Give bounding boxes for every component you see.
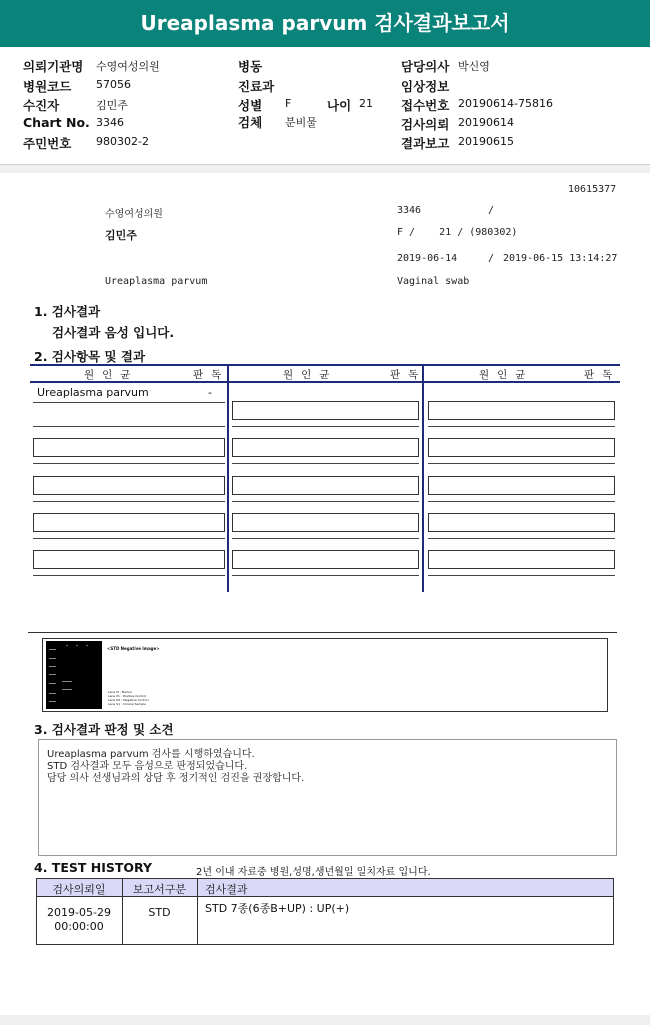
section4-title: 4. TEST HISTORY — [34, 860, 153, 875]
history-table — [36, 878, 614, 945]
result-row-rule — [232, 538, 419, 539]
institution-label: 의뢰기관명 — [23, 59, 84, 74]
specimen-label: 검체 — [238, 115, 263, 130]
history-row-result: STD 7종(6종B+UP) : UP(+) — [205, 902, 350, 915]
section2-title: 2. 검사항목 및 결과 — [34, 349, 146, 364]
dept-label: 진료과 — [238, 79, 275, 94]
report-code: 10615377 — [568, 184, 617, 195]
table-top-line — [30, 364, 620, 366]
gel-legend-item: Lane S1 : Clinical Sample — [108, 702, 146, 706]
result-row-rule — [33, 463, 225, 464]
result-row-rule — [428, 538, 615, 539]
result-cell — [232, 476, 419, 495]
col-header-pathogen-3: 원인균 — [479, 369, 534, 381]
result-row-rule — [428, 575, 615, 576]
col-header-pathogen-1: 원인균 — [84, 369, 139, 381]
history-col-type: 보고서구분 — [132, 883, 187, 896]
summary-specimen: Vaginal swab — [397, 276, 470, 287]
section1-result-text: 검사결과 음성 입니다. — [52, 325, 175, 340]
history-row-time: 00:00:00 — [54, 920, 104, 933]
summary-slash: / — [488, 205, 495, 216]
gel-image-caption: <STD Negative Image> — [107, 646, 160, 651]
conclusion-line-2: STD 검사결과 모두 음성으로 판정되었습니다. — [47, 761, 248, 772]
patient-label: 수진자 — [23, 98, 60, 113]
hospital-code-value: 57056 — [96, 78, 131, 91]
history-row-type: STD — [148, 906, 171, 919]
result-cell — [428, 550, 615, 569]
result-cell — [33, 513, 225, 532]
col-header-result-1: 판독 — [193, 369, 230, 381]
summary-date-slash: / — [488, 253, 495, 264]
image-top-rule — [28, 632, 617, 633]
id-value: 980302-2 — [96, 135, 149, 148]
clinical-label: 임상정보 — [401, 79, 450, 94]
summary-date-request: 2019-06-14 — [397, 253, 458, 264]
row1-underline — [33, 402, 225, 403]
gel-electrophoresis-image — [46, 641, 102, 709]
report-title: Ureaplasma parvum 검사결과보고서 — [0, 0, 650, 47]
gel-legend-item: Lane N1 : Negative Control — [108, 698, 149, 702]
col-header-result-3: 판독 — [584, 369, 621, 381]
age-label: 나이 — [327, 98, 352, 113]
result-cell — [232, 550, 419, 569]
result-row-rule — [33, 501, 225, 502]
chart-label: Chart No. — [23, 115, 90, 130]
table-divider-2 — [422, 364, 424, 592]
result-cell — [428, 438, 615, 457]
result-cell — [428, 513, 615, 532]
result-cell — [428, 401, 615, 420]
hospital-code-label: 병원코드 — [23, 79, 72, 94]
result-cell — [232, 438, 419, 457]
history-col-date: 검사의뢰일 — [52, 883, 106, 896]
result-cell — [33, 438, 225, 457]
col-header-pathogen-2: 원인균 — [283, 369, 338, 381]
history-note: 2년 이내 자료중 병원,성명,생년월일 일치자료 입니다. — [196, 867, 431, 878]
receipt-value: 20190614-75816 — [458, 97, 553, 110]
history-row-date: 2019-05-29 — [47, 906, 111, 919]
sex-label: 성별 — [238, 98, 263, 113]
gel-legend-item: Lane M : Marker — [108, 690, 133, 694]
header-info — [0, 50, 650, 165]
chart-value: 3346 — [96, 116, 124, 129]
patient-value: 김민주 — [96, 99, 128, 112]
gel-legend — [108, 690, 149, 706]
summary-sex-age: F / 21 / (980302) — [397, 227, 518, 238]
sex-value: F — [285, 97, 292, 110]
doctor-label: 담당의사 — [401, 59, 450, 74]
separator-band — [0, 165, 650, 173]
summary-date-report: 2019-06-15 13:14:27 — [503, 253, 618, 264]
specimen-value: 분비물 — [285, 116, 317, 129]
receipt-label: 접수번호 — [401, 98, 450, 113]
history-col-divider-2 — [197, 878, 198, 945]
result-row-rule — [232, 501, 419, 502]
conclusion-box — [38, 739, 617, 856]
result-cell — [428, 476, 615, 495]
result-row-rule — [33, 538, 225, 539]
bottom-band — [0, 1015, 650, 1025]
result-row-rule — [232, 426, 419, 427]
request-label: 검사의뢰 — [401, 117, 450, 132]
row1-result: - — [208, 386, 212, 399]
summary-institution: 수영여성의원 — [105, 209, 163, 220]
result-row-rule — [232, 463, 419, 464]
result-cell — [33, 476, 225, 495]
institution-value: 수영여성의원 — [96, 60, 160, 73]
request-value: 20190614 — [458, 116, 514, 129]
result-cell — [232, 401, 419, 420]
row1-pathogen-name: Ureaplasma parvum — [37, 386, 149, 399]
summary-test: Ureaplasma parvum — [105, 276, 208, 287]
result-row-rule — [33, 575, 225, 576]
summary-patient: 김민주 — [105, 229, 137, 242]
age-value: 21 — [359, 97, 373, 110]
table-divider-1 — [227, 364, 229, 592]
section3-title: 3. 검사결과 판정 및 소견 — [34, 722, 174, 737]
summary-chart: 3346 — [397, 205, 422, 216]
gel-legend-item: Lane P1 : Positive Control — [108, 694, 147, 698]
doctor-value: 박신영 — [458, 60, 490, 73]
history-col-result: 검사결과 — [205, 883, 248, 896]
result-cell — [232, 513, 419, 532]
report-label: 결과보고 — [401, 136, 450, 151]
result-row-rule — [428, 426, 615, 427]
result-row-rule — [428, 501, 615, 502]
section1-title: 1. 검사결과 — [34, 304, 101, 319]
result-row-rule — [33, 426, 225, 427]
conclusion-line-3: 담당 의사 선생님과의 상담 후 정기적인 검진을 권장합니다. — [47, 773, 305, 784]
ward-label: 병동 — [238, 59, 263, 74]
conclusion-line-1: Ureaplasma parvum 검사를 시행하였습니다. — [47, 749, 255, 760]
result-cell — [33, 550, 225, 569]
id-label: 주민번호 — [23, 136, 72, 151]
col-header-result-2: 판독 — [390, 369, 427, 381]
result-row-rule — [232, 575, 419, 576]
result-row-rule — [428, 463, 615, 464]
report-value: 20190615 — [458, 135, 514, 148]
